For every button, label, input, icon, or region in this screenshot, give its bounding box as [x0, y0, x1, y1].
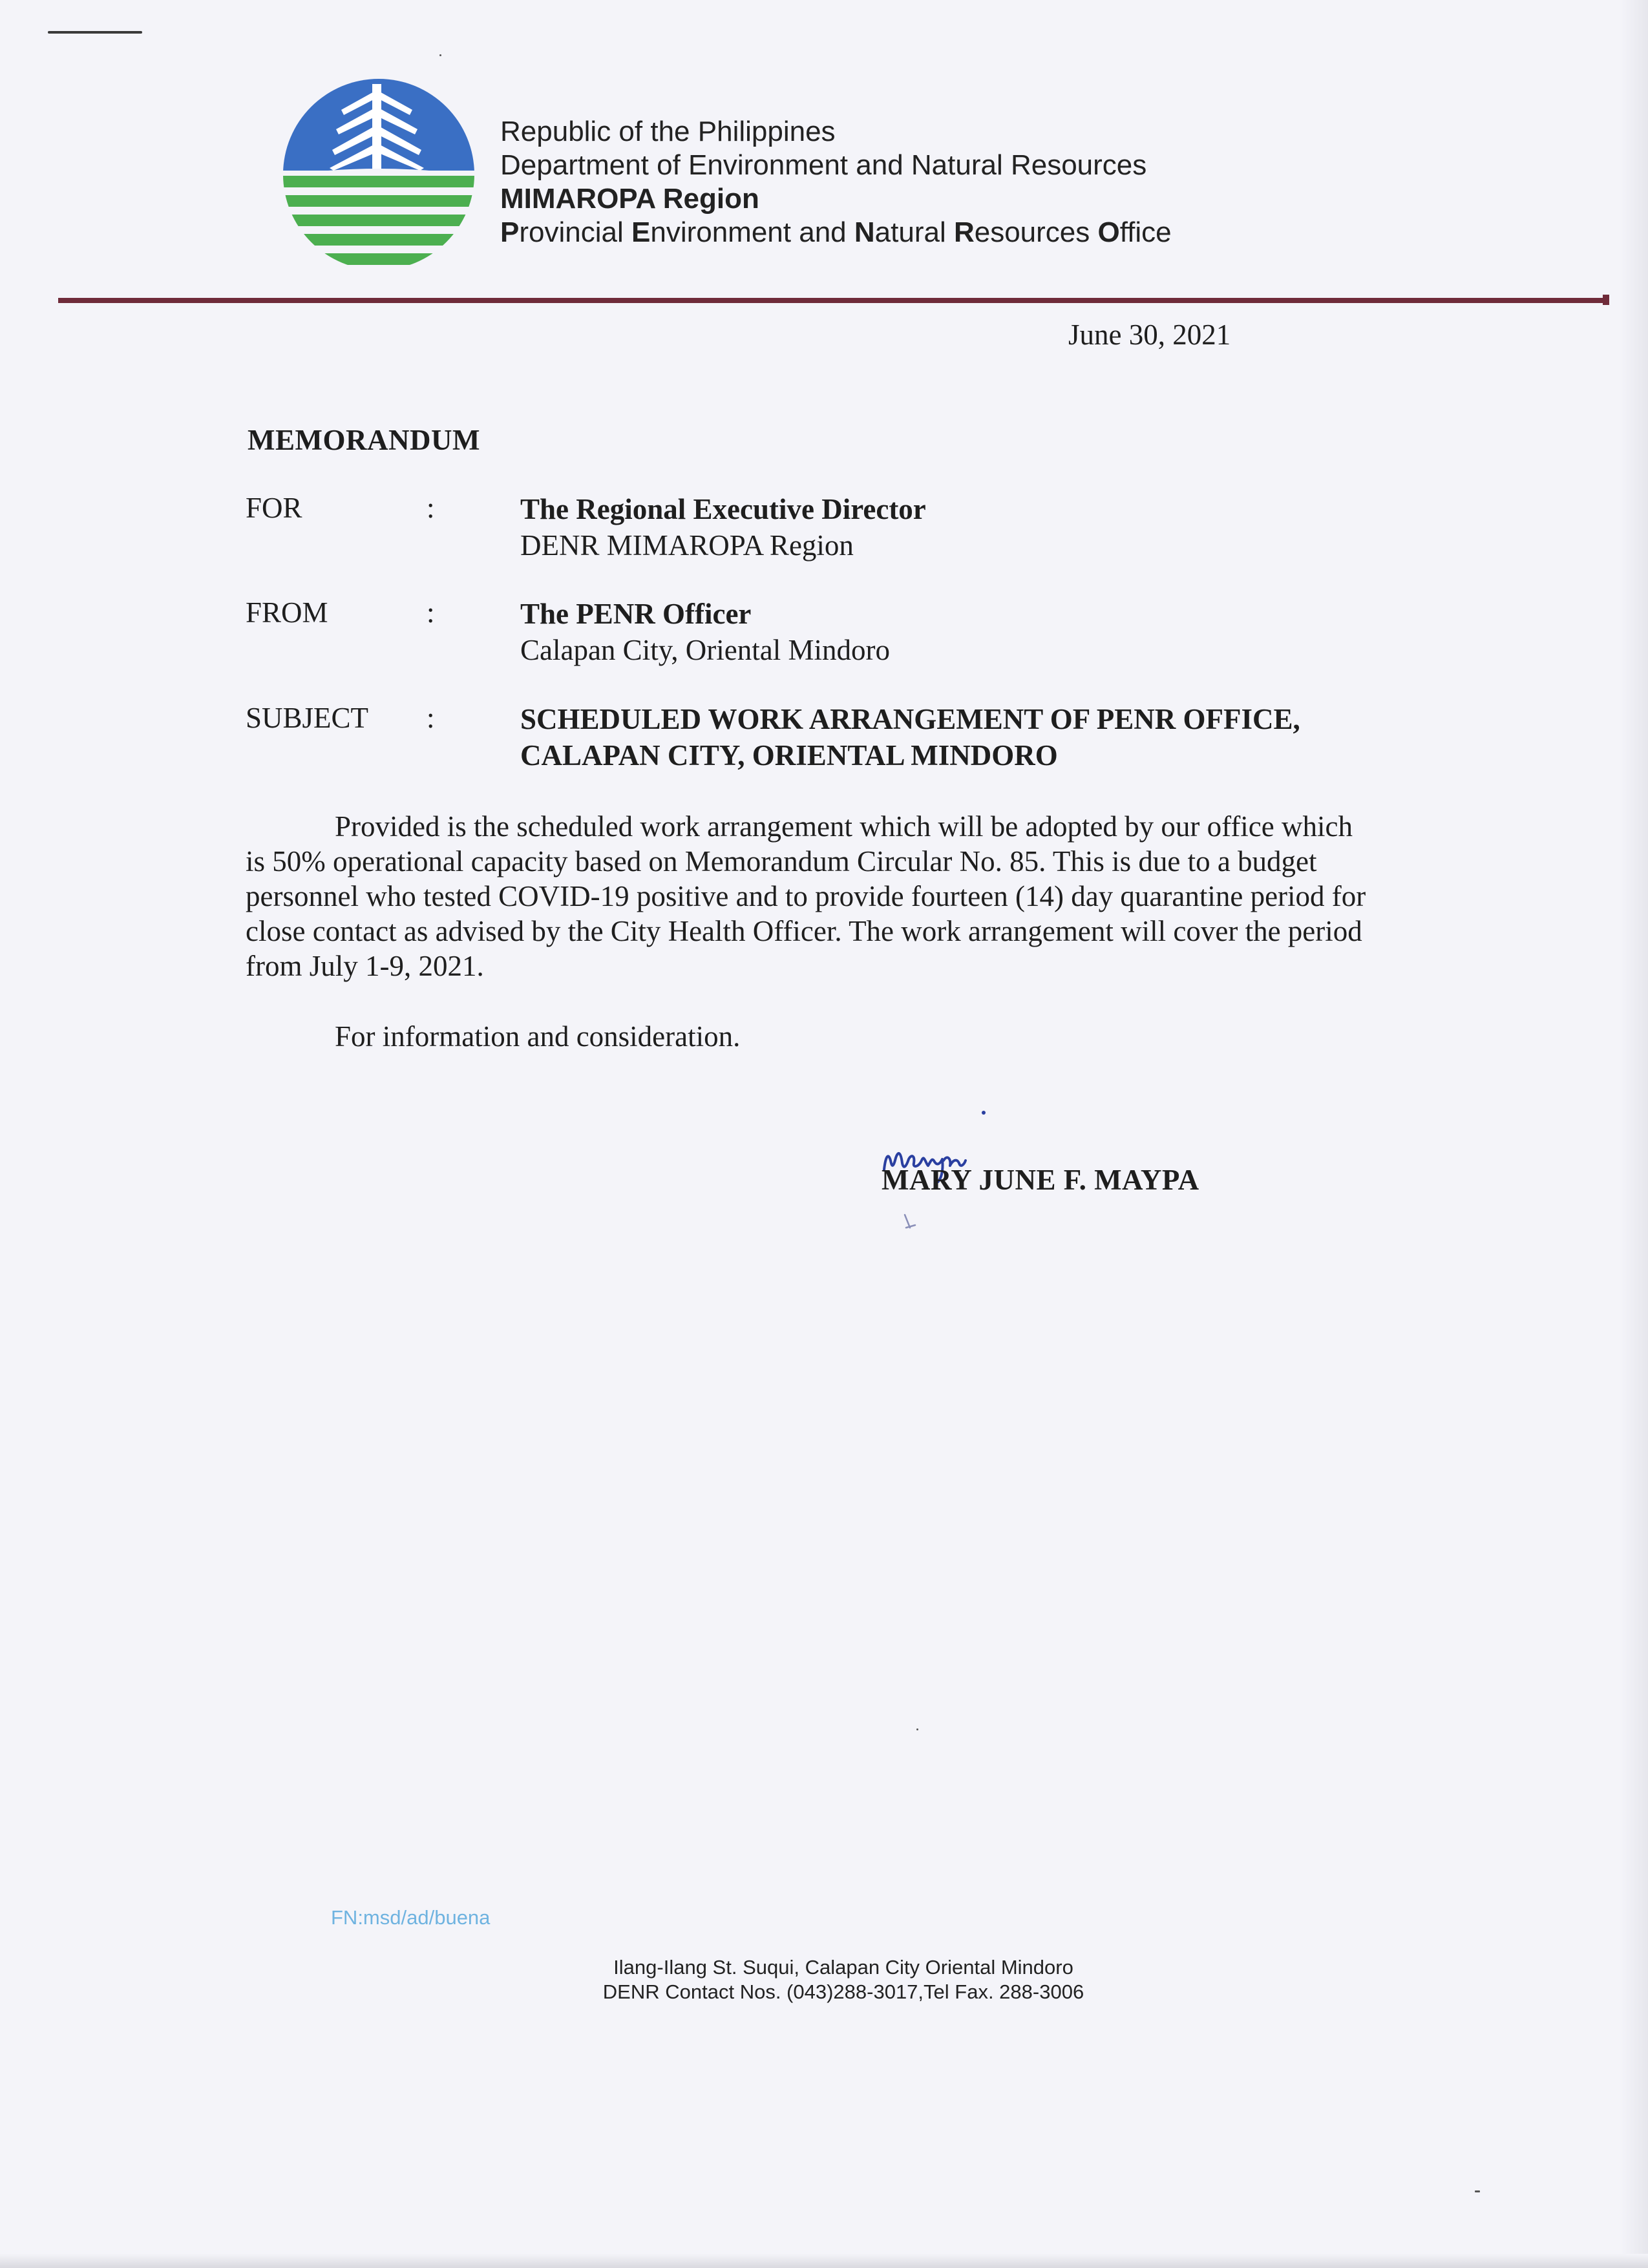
memo-title: MEMORANDUM [248, 424, 480, 456]
for-recipient-office: DENR MIMAROPA Region [520, 529, 854, 562]
for-colon: : [427, 492, 435, 524]
page-edge-shadow [1621, 0, 1648, 2268]
scan-speck [916, 1728, 918, 1730]
staple-mark [48, 31, 142, 34]
subject-colon: : [427, 702, 435, 734]
denr-logo-icon [282, 65, 476, 271]
closing-line: For information and consideration. [335, 1020, 741, 1053]
letterhead-divider [58, 298, 1608, 303]
subject-text [520, 701, 1300, 773]
body-line-1: Provided is the scheduled work arrangement which will be adopted by our office which [335, 810, 1353, 843]
page-bottom-shadow [0, 2254, 1648, 2268]
letterhead-region: MIMAROPA Region [500, 183, 759, 215]
subject-line-2: CALAPAN CITY, ORIENTAL MINDORO [520, 739, 1058, 772]
from-colon: : [427, 596, 435, 629]
letterhead [500, 115, 1172, 249]
footer-contact: DENR Contact Nos. (043)288-3017,Tel Fax. 288-3006 [602, 1980, 1084, 2003]
body-line-2: is 50% operational capacity based on Memorandum Circular No. 85. This is due to a budget [246, 845, 1317, 877]
footer [0, 1955, 1648, 2004]
for-label: FOR [246, 492, 302, 524]
for-recipient [520, 491, 926, 563]
subject-line-1: SCHEDULED WORK ARRANGEMENT OF PENR OFFICE, [520, 703, 1300, 735]
body-paragraph [246, 809, 1423, 983]
signatory-name: MARY JUNE F. MAYPA [882, 1164, 1199, 1196]
file-reference: FN:msd/ad/buena [331, 1906, 491, 1929]
from-sender-name: The PENR Officer [520, 598, 752, 630]
from-label: FROM [246, 596, 328, 629]
scan-speck [1475, 2190, 1480, 2192]
memo-date: June 30, 2021 [1068, 319, 1231, 351]
for-recipient-name: The Regional Executive Director [520, 493, 926, 525]
letterhead-republic: Republic of the Philippines [500, 116, 836, 147]
scan-speck [439, 54, 441, 56]
from-sender-office: Calapan City, Oriental Mindoro [520, 634, 890, 666]
letterhead-divider-cap [1603, 295, 1609, 305]
body-line-4: close contact as advised by the City Health Officer. The work arrangement will cover the period [246, 915, 1362, 947]
body-line-3: personnel who tested COVID-19 positive and to provide fourteen (14) day quarantine period for [246, 880, 1366, 912]
body-line-5: from July 1-9, 2021. [246, 950, 484, 982]
subject-label: SUBJECT [246, 702, 369, 734]
letterhead-office: Provincial Environment and Natural Resources Office [500, 216, 1172, 248]
from-sender [520, 596, 890, 668]
letterhead-department: Department of Environment and Natural Resources [500, 149, 1147, 181]
footer-address: Ilang-Ilang St. Suqui, Calapan City Oriental Mindoro [613, 1956, 1073, 1979]
